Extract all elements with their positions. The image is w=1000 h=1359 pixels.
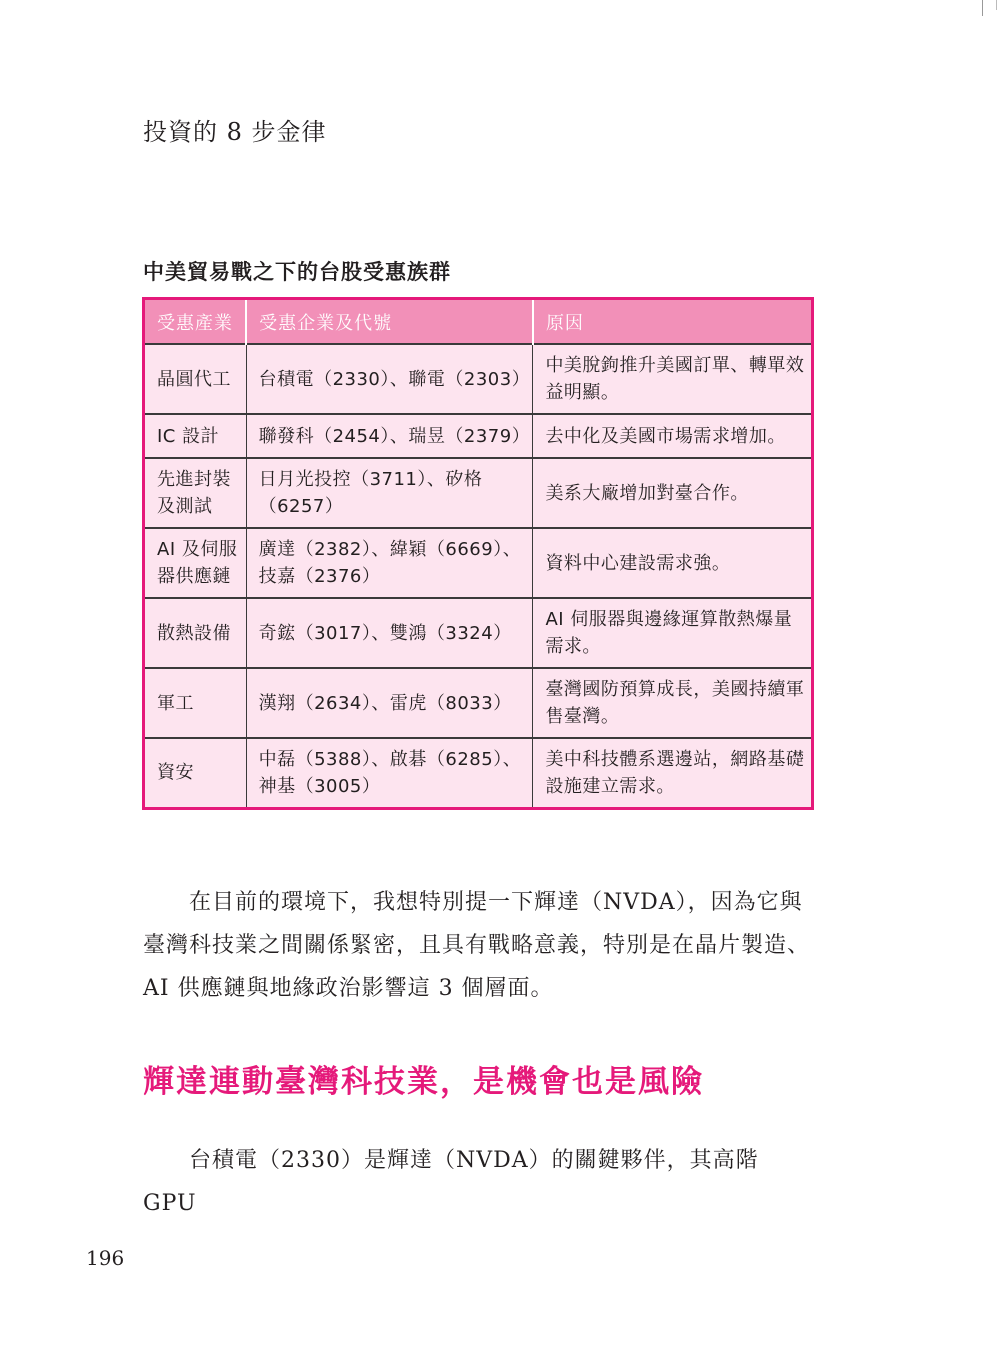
column-header-companies: 受惠企業及代號	[246, 299, 533, 345]
table-caption: 中美貿易戰之下的台股受惠族群	[143, 260, 451, 284]
reason-cell: 資料中心建設需求強。	[533, 528, 813, 598]
crop-mark	[996, 0, 997, 10]
industry-cell: 散熱設備	[144, 598, 247, 668]
companies-cell: 台積電（2330）、聯電（2303）	[246, 344, 533, 414]
running-title: 投資的 8 步金律	[143, 118, 327, 146]
table-row	[144, 414, 813, 458]
table-row	[144, 598, 813, 668]
industry-cell: 軍工	[144, 668, 247, 738]
page-number: 196	[86, 1246, 125, 1270]
industry-cell: 晶圓代工	[144, 344, 247, 414]
reason-cell: 中美脫鉤推升美國訂單、轉單效益明顯。	[533, 344, 813, 414]
companies-cell: 日月光投控（3711）、矽格（6257）	[246, 458, 533, 528]
table-row	[144, 738, 813, 808]
companies-cell: 廣達（2382）、緯穎（6669）、技嘉（2376）	[246, 528, 533, 598]
table-row	[144, 668, 813, 738]
body-paragraph: 台積電（2330）是輝達（NVDA）的關鍵夥伴，其高階 GPU	[143, 1148, 759, 1216]
table-header-row	[144, 299, 813, 345]
table-row	[144, 458, 813, 528]
industry-cell: AI 及伺服器供應鏈	[144, 528, 247, 598]
body-paragraph: 在目前的環境下，我想特別提一下輝達（NVDA），因為它與臺灣科技業之間關係緊密，且具有戰略意義，特別是在晶片製造、AI 供應鏈與地緣政治影響這 3 個層面。	[143, 890, 811, 1001]
sector-table	[142, 297, 814, 810]
industry-cell: 先進封裝及測試	[144, 458, 247, 528]
companies-cell: 奇鋐（3017）、雙鴻（3324）	[246, 598, 533, 668]
companies-cell: 中磊（5388）、啟碁（6285）、神基（3005）	[246, 738, 533, 808]
companies-cell: 聯發科（2454）、瑞昱（2379）	[246, 414, 533, 458]
column-header-reason: 原因	[533, 299, 813, 345]
reason-cell: 臺灣國防預算成長，美國持續軍售臺灣。	[533, 668, 813, 738]
table-row	[144, 528, 813, 598]
crop-mark	[982, 0, 983, 16]
column-header-industry: 受惠產業	[144, 299, 247, 345]
reason-cell: AI 伺服器與邊緣運算散熱爆量需求。	[533, 598, 813, 668]
companies-cell: 漢翔（2634）、雷虎（8033）	[246, 668, 533, 738]
industry-cell: 資安	[144, 738, 247, 808]
reason-cell: 美中科技體系選邊站，網路基礎設施建立需求。	[533, 738, 813, 808]
industry-cell: IC 設計	[144, 414, 247, 458]
table-row	[144, 344, 813, 414]
section-heading: 輝達連動臺灣科技業，是機會也是風險	[143, 1064, 704, 1100]
reason-cell: 美系大廠增加對臺合作。	[533, 458, 813, 528]
reason-cell: 去中化及美國市場需求增加。	[533, 414, 813, 458]
